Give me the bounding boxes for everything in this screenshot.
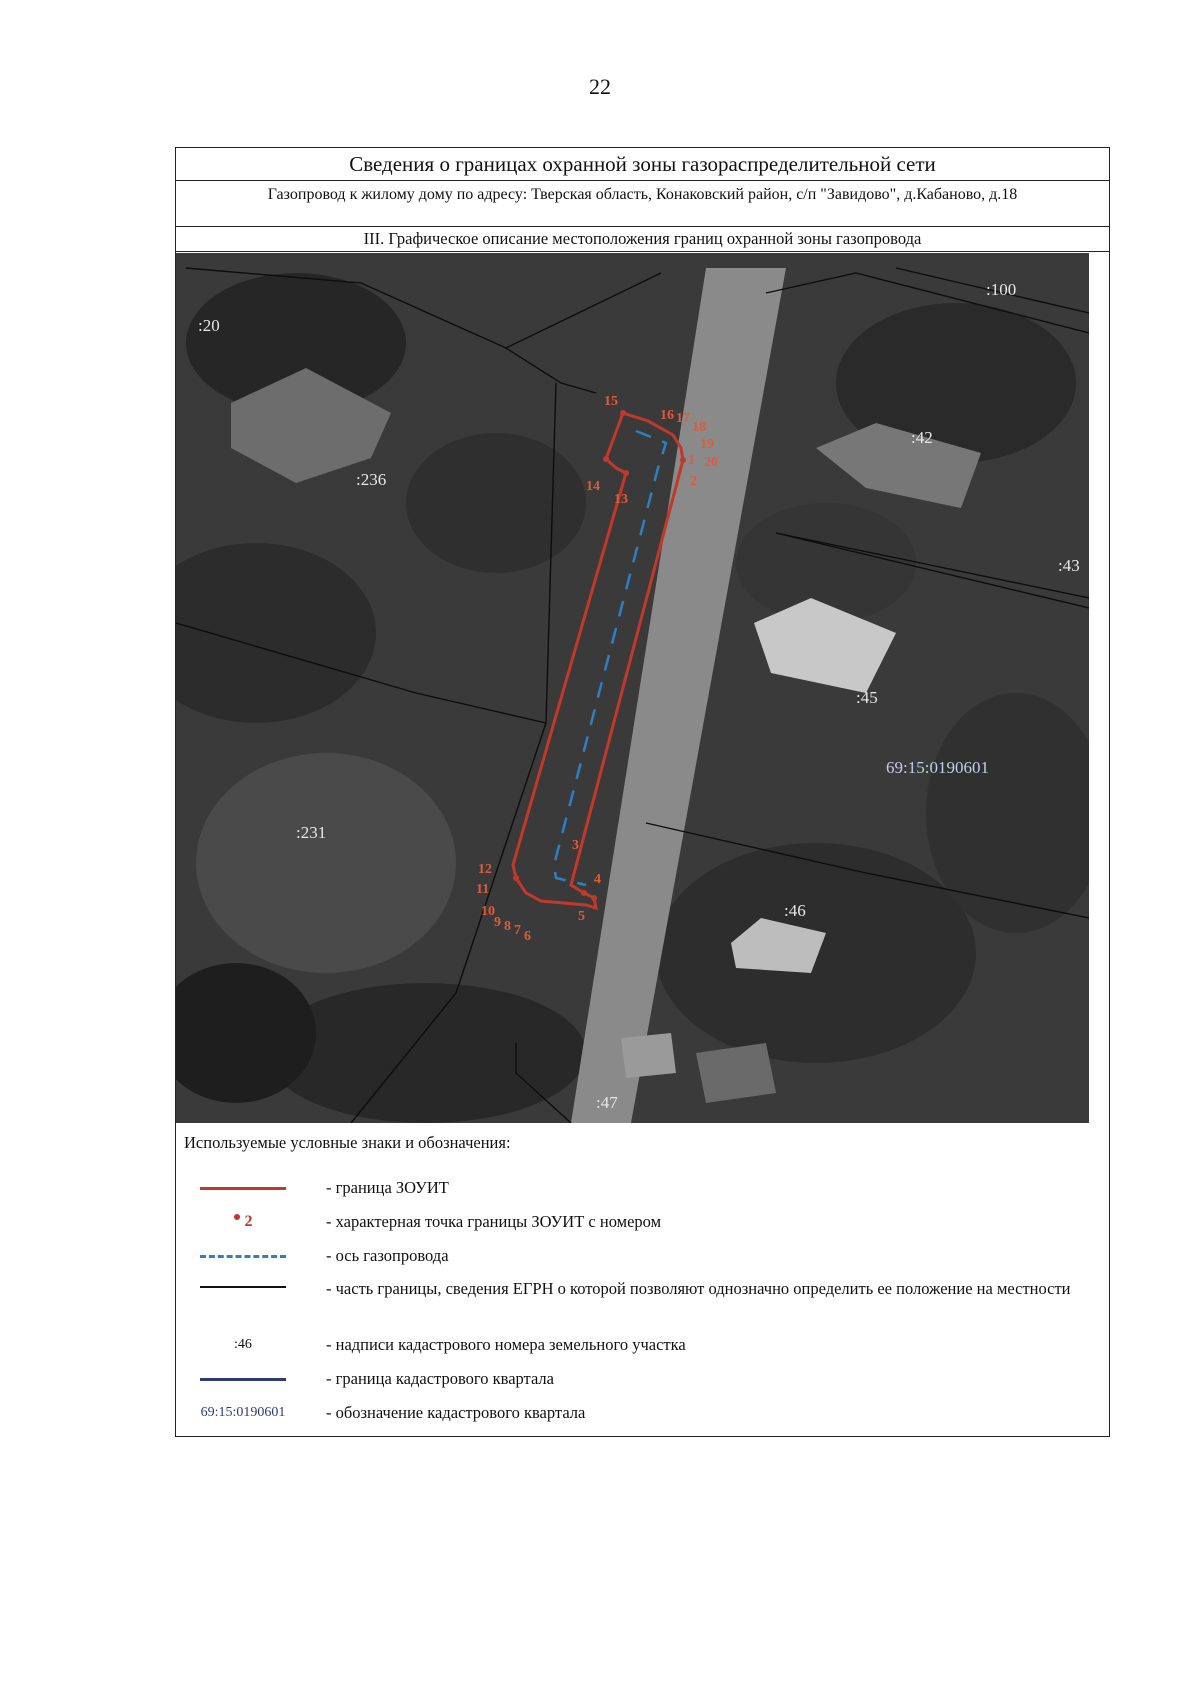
point-label: 18 — [692, 420, 706, 435]
legend-symbol-navy-line — [188, 1364, 298, 1394]
legend-symbol-quarter-number — [188, 1398, 298, 1428]
point-label: 6 — [524, 929, 531, 944]
legend-item — [176, 1398, 1109, 1428]
page-number: 22 — [589, 74, 611, 99]
point-label: 4 — [594, 872, 601, 887]
point-label: 8 — [504, 919, 511, 934]
legend-item — [176, 1364, 1109, 1394]
section-heading: III. Графическое описание местоположения границ охранной зоны газопровода — [176, 227, 1109, 252]
legend-symbol-label: 2 — [244, 1213, 253, 1230]
legend-item — [176, 1330, 1109, 1360]
parcel-label: :100 — [986, 280, 1017, 299]
legend-symbol-label: :46 — [234, 1337, 252, 1352]
legend-text: - характерная точка границы ЗОУИТ с номером — [326, 1212, 662, 1231]
point-label: 20 — [704, 455, 718, 470]
map-svg — [176, 253, 1089, 1123]
legend-item — [176, 1272, 1109, 1318]
legend-item — [176, 1241, 1109, 1271]
parcel-label: :231 — [296, 823, 327, 842]
point-label: 13 — [614, 492, 628, 507]
quarter-label: 69:15:0190601 — [886, 758, 989, 777]
aerial-map — [176, 253, 1089, 1118]
point-label: 16 — [660, 408, 674, 423]
point-label: 9 — [494, 915, 501, 930]
legend-symbol-blue-dashed-line — [188, 1241, 298, 1271]
legend-text: - часть границы, сведения ЕГРН о которой позволяют однозначно определить ее положение на местности — [326, 1279, 1071, 1298]
point-label: 17 — [676, 411, 690, 426]
legend-symbol-label: 69:15:0190601 — [200, 1405, 286, 1420]
legend-text: - надписи кадастрового номера земельного участка — [326, 1335, 686, 1354]
point-label: 2 — [690, 474, 697, 489]
parcel-label: :20 — [198, 316, 220, 335]
document-frame — [175, 147, 1110, 1437]
legend-text: - граница ЗОУИТ — [326, 1178, 449, 1197]
parcel-label: :45 — [856, 688, 878, 707]
point-label: 5 — [578, 909, 585, 924]
point-label: 19 — [700, 437, 714, 452]
document-title: Сведения о границах охранной зоны газораспределительной сети — [176, 148, 1109, 181]
point-label: 12 — [478, 862, 492, 877]
parcel-label: :236 — [356, 470, 387, 489]
parcel-label: :42 — [911, 428, 933, 447]
point-label: 10 — [481, 904, 495, 919]
legend-symbol-black-line — [188, 1272, 298, 1302]
point-label: 14 — [586, 479, 600, 494]
point-label: 7 — [514, 923, 521, 938]
point-label: 1 — [688, 453, 695, 468]
legend-text: - обозначение кадастрового квартала — [326, 1403, 586, 1422]
legend-title: Используемые условные знаки и обозначения: — [184, 1133, 511, 1152]
object-description: Газопровод к жилому дому по адресу: Тверская область, Конаковский район, с/п "Завидово", д.Кабаново, д.18 — [176, 181, 1109, 227]
parcel-label: :46 — [784, 901, 806, 920]
point-label: 3 — [572, 838, 579, 853]
legend-text: - граница кадастрового квартала — [326, 1369, 554, 1388]
legend-item — [176, 1207, 1109, 1237]
parcel-label: :47 — [596, 1093, 618, 1112]
parcel-label: :43 — [1058, 556, 1080, 575]
legend-item — [176, 1173, 1109, 1203]
legend-text: - ось газопровода — [326, 1246, 449, 1265]
legend-symbol-red-line — [188, 1173, 298, 1203]
legend-symbol-red-point — [188, 1207, 298, 1237]
legend-symbol-cadastral-number — [188, 1330, 298, 1360]
point-label: 15 — [604, 394, 618, 409]
point-label: 11 — [476, 882, 490, 897]
